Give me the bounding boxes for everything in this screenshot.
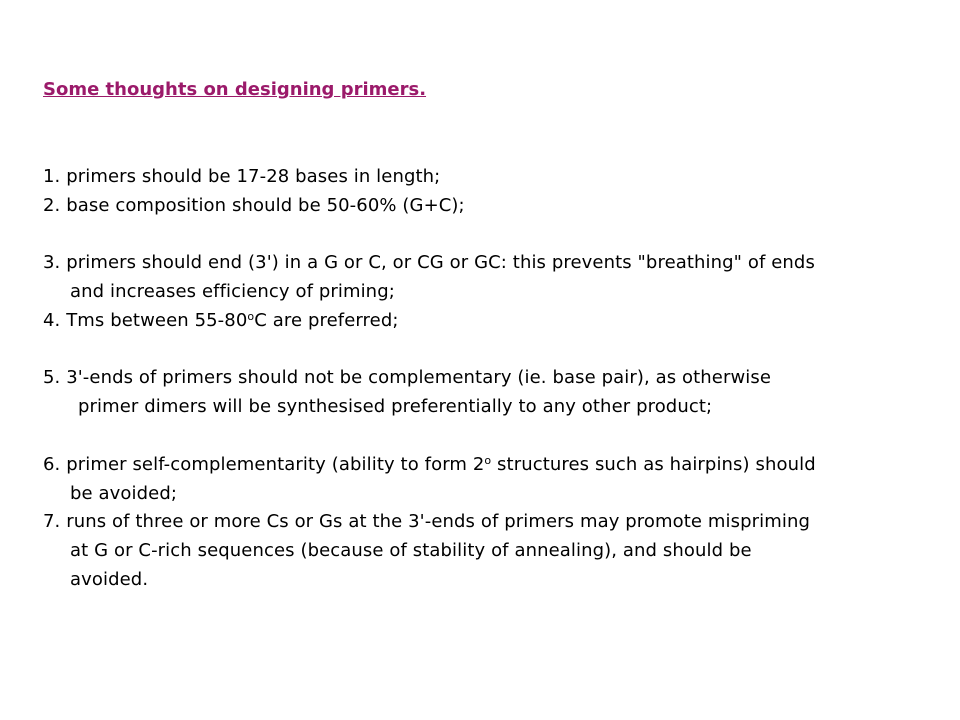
list-item-text: 2. base composition should be 50-60% (G+C);: [43, 195, 465, 216]
list-item-text: structures such as hairpins) should: [491, 454, 816, 475]
list-item: [43, 367, 771, 389]
list-item: [43, 454, 816, 476]
list-item-continuation: [78, 396, 712, 418]
list-item-text: primer dimers will be synthesised preferentially to any other product;: [78, 396, 713, 417]
list-item: [43, 166, 440, 188]
list-item-text: and increases efficiency of priming;: [70, 281, 395, 302]
list-item-text: avoided.: [70, 569, 149, 590]
list-item-continuation: [70, 569, 148, 591]
list-item: [43, 195, 465, 217]
list-item-text: at G or C-rich sequences (because of stability of annealing), and should be: [70, 540, 752, 561]
order-superscript: o: [484, 454, 492, 467]
list-item-text: be avoided;: [70, 483, 178, 504]
list-item: [43, 310, 399, 332]
list-item-continuation: [70, 483, 177, 505]
list-item: [43, 252, 815, 274]
list-item-text: 4. Tms between 55-80: [43, 310, 248, 331]
list-item-text: C are preferred;: [254, 310, 399, 331]
list-item-text: 1. primers should be 17-28 bases in length;: [43, 166, 441, 187]
slide-title: Some thoughts on designing primers.: [43, 79, 427, 100]
list-item-text: 7. runs of three or more Cs or Gs at the 3'-ends of primers may promote mispriming: [43, 511, 811, 532]
list-item-continuation: [70, 281, 395, 303]
list-item-continuation: [70, 540, 752, 562]
list-item-text: 6. primer self-complementarity (ability to form 2: [43, 454, 485, 475]
list-item: [43, 511, 810, 533]
list-item-text: 3. primers should end (3') in a G or C, or CG or GC: this prevents "breathing" of ends: [43, 252, 815, 273]
list-item-text: 5. 3'-ends of primers should not be complementary (ie. base pair), as otherwise: [43, 367, 772, 388]
degree-superscript: o: [247, 310, 255, 323]
